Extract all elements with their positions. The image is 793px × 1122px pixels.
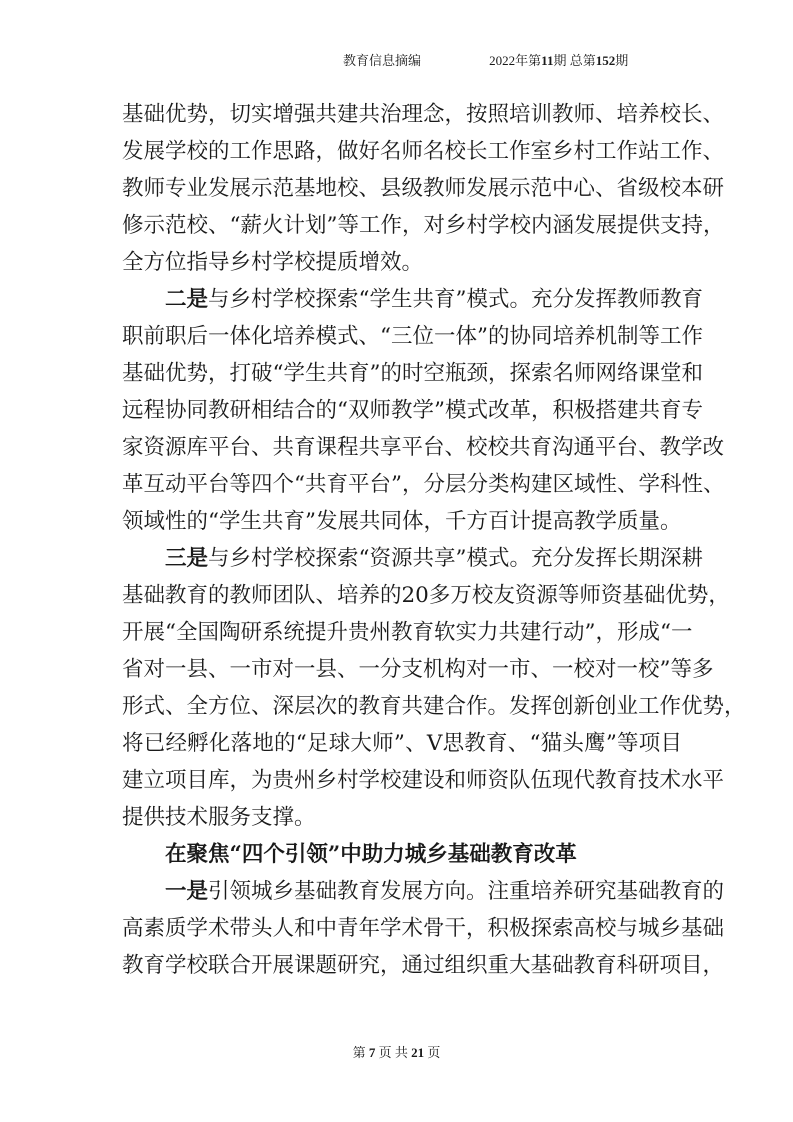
text-line: 发展学校的工作思路，做好名师名校长工作室乡村工作站工作、	[122, 139, 725, 164]
text-line: 教师专业发展示范基地校、县级教师发展示范中心、省级校本研	[122, 176, 725, 201]
document-body	[122, 96, 746, 984]
publication-name: 教育信息摘编	[343, 54, 422, 69]
lead-phrase: 一是	[165, 879, 209, 904]
text-line: 提供技术服务支撑。	[122, 805, 316, 830]
text-line: 基础优势，打破“学生共育”的时空瓶颈，探索名师网络课堂和	[122, 361, 703, 386]
page-footer: 第 7 页 共 21 页	[352, 1045, 441, 1060]
page-number: 7	[368, 1045, 376, 1060]
running-header	[343, 50, 628, 69]
section-heading: 在聚焦“四个引领”中助力城乡基础教育改革	[165, 842, 577, 867]
text-line: 高素质学术带头人和中青年学术骨干，积极探索高校与城乡基础	[122, 916, 725, 941]
text-line: 修示范校、“薪火计划”等工作，对乡村学校内涵发展提供支持，	[122, 213, 725, 238]
issue-info: 2022年第11期 总第152期	[489, 53, 629, 68]
text-line: 革互动平台等四个“共育平台”，分层分类构建区域性、学科性、	[122, 472, 725, 497]
text-line: 全方位指导乡村学校提质增效。	[122, 250, 424, 275]
page-total: 21	[411, 1045, 425, 1060]
text-line: 远程协同教研相结合的“双师教学”模式改革，积极搭建共育专	[122, 398, 703, 423]
text-line: 领域性的“学生共育”发展共同体，千方百计提高教学质量。	[122, 509, 682, 534]
text-line: 职前职后一体化培养模式、“三位一体”的协同培养机制等工作	[122, 324, 703, 349]
lead-phrase: 二是	[165, 287, 209, 312]
paragraph-first-start: 一是引领城乡基础教育发展方向。注重培养研究基础教育的	[165, 879, 725, 904]
text-line: 将已经孵化落地的“足球大师”、V思教育、“猫头鹰”等项目	[122, 731, 682, 756]
text-line: 建立项目库，为贵州乡村学校建设和师资队伍现代教育技术水平	[122, 768, 725, 793]
text-line: 基础优势，切实增强共建共治理念，按照培训教师、培养校长、	[122, 102, 725, 127]
text-line: 开展“全国陶研系统提升贵州教育软实力共建行动”，形成“一	[122, 620, 693, 645]
lead-phrase: 三是	[165, 546, 209, 571]
paragraph-second-start: 二是与乡村学校探索“学生共育”模式。充分发挥教师教育	[165, 287, 704, 312]
text-line: 形式、全方位、深层次的教育共建合作。发挥创新创业工作优势，	[122, 694, 746, 719]
paragraph-third-start: 三是与乡村学校探索“资源共享”模式。充分发挥长期深耕	[165, 546, 704, 571]
text-line: 基础教育的教师团队、培养的20多万校友资源等师资基础优势，	[122, 583, 730, 608]
text-line: 教育学校联合开展课题研究，通过组织重大基础教育科研项目，	[122, 953, 725, 978]
text-line: 省对一县、一市对一县、一分支机构对一市、一校对一校”等多	[122, 657, 714, 682]
text-line: 家资源库平台、共育课程共享平台、校校共育沟通平台、教学改	[122, 435, 725, 460]
